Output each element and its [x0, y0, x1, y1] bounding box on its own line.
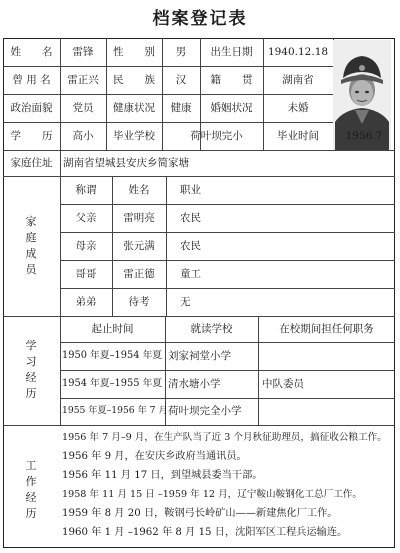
family-row-job: 无	[180, 296, 191, 308]
family-row-relation: 哥哥	[75, 268, 97, 280]
name-value: 雷锋	[72, 46, 94, 58]
former-name-value: 雷正兴	[67, 74, 99, 86]
study-header-period: 起止时间	[91, 323, 134, 335]
graduation-value: 1956.7	[345, 130, 383, 142]
family-row-name: 待考	[128, 296, 150, 308]
family-row-job: 农民	[180, 240, 201, 252]
family-section-label: 家庭成员	[25, 215, 37, 276]
family-row-relation: 父亲	[75, 212, 97, 224]
family-row-name: 雷明亮	[123, 212, 155, 224]
work-entry: 1960 年 1 月 –1962 年 8 月 15 日，沈阳军区工程兵运输连。	[62, 527, 348, 538]
education-label: 学 历	[10, 130, 53, 142]
ethnic-label: 民 族	[113, 74, 155, 86]
study-row-period: 1954 年夏–1955 年夏	[62, 378, 163, 389]
study-row-school: 刘家祠堂小学	[168, 350, 231, 362]
study-row-period: 1955 年夏–1956 年 7 月	[62, 405, 168, 416]
study-row-school: 荷叶坝完全小学	[168, 405, 242, 417]
family-row-name: 雷正德	[123, 268, 155, 280]
political-label: 政治面貌	[10, 102, 53, 114]
birth-label: 出生日期	[210, 46, 253, 58]
work-entry: 1956 年 11 月 17 日，到望城县委当干部。	[62, 470, 263, 481]
family-row-job: 农民	[180, 212, 201, 224]
study-header-role: 在校期间担任何职务	[279, 323, 374, 335]
gender-value: 男	[175, 46, 187, 58]
study-header-school: 就读学校	[190, 323, 233, 335]
political-value: 党员	[72, 102, 94, 114]
study-row-role: 中队委员	[262, 378, 304, 390]
work-entry: 1956 年 9 月，在安庆乡政府当通讯员。	[62, 451, 247, 462]
education-value: 高小	[72, 130, 94, 142]
school-value: 荷叶坝完小	[190, 130, 243, 142]
family-header-relation: 称谓	[75, 184, 97, 196]
family-row-relation: 母亲	[75, 240, 97, 252]
marital-label: 婚姻状况	[210, 102, 253, 114]
birth-value: 1940.12.18	[267, 46, 329, 58]
family-row-job: 童工	[180, 268, 201, 280]
address-value: 湖南省望城县安庆乡简家塘	[63, 157, 189, 169]
study-section-label: 学习经历	[25, 339, 37, 400]
former-name-label: 曾 用 名	[12, 74, 51, 86]
native-label: 籍 贯	[210, 74, 253, 86]
health-value: 健康	[170, 102, 192, 114]
school-label: 毕业学校	[113, 130, 155, 142]
study-row-school: 清水塘小学	[168, 378, 221, 390]
family-header-name: 姓名	[128, 184, 150, 196]
native-value: 湖南省	[282, 74, 314, 86]
ethnic-value: 汉	[175, 74, 187, 86]
work-entry: 1958 年 11 月 15 日 –1959 年 12 月，辽宁鞍山鞍钢化工总厂工作。	[62, 489, 362, 500]
health-label: 健康状况	[113, 102, 155, 114]
study-row-period: 1950 年夏–1954 年夏	[62, 350, 163, 361]
work-entry: 1956 年 7 月–9 月，在生产队当了近 3 个月秋征助理员，搞征收公粮工作。	[62, 432, 387, 443]
work-section-label: 工作经历	[25, 459, 37, 520]
marital-value: 未婚	[287, 102, 309, 114]
graduation-label: 毕业时间	[277, 130, 319, 142]
address-label: 家庭住址	[10, 157, 53, 169]
family-header-job: 职业	[180, 184, 201, 196]
family-row-relation: 弟弟	[75, 296, 97, 308]
work-entry: 1959 年 8 月 20 日，鞍钢弓长岭矿山——新建焦化厂工作。	[62, 508, 338, 519]
family-row-name: 张元满	[123, 240, 155, 252]
name-label: 姓 名	[10, 46, 53, 58]
gender-label: 性 别	[113, 46, 155, 58]
form-title: 档案登记表	[152, 9, 248, 29]
